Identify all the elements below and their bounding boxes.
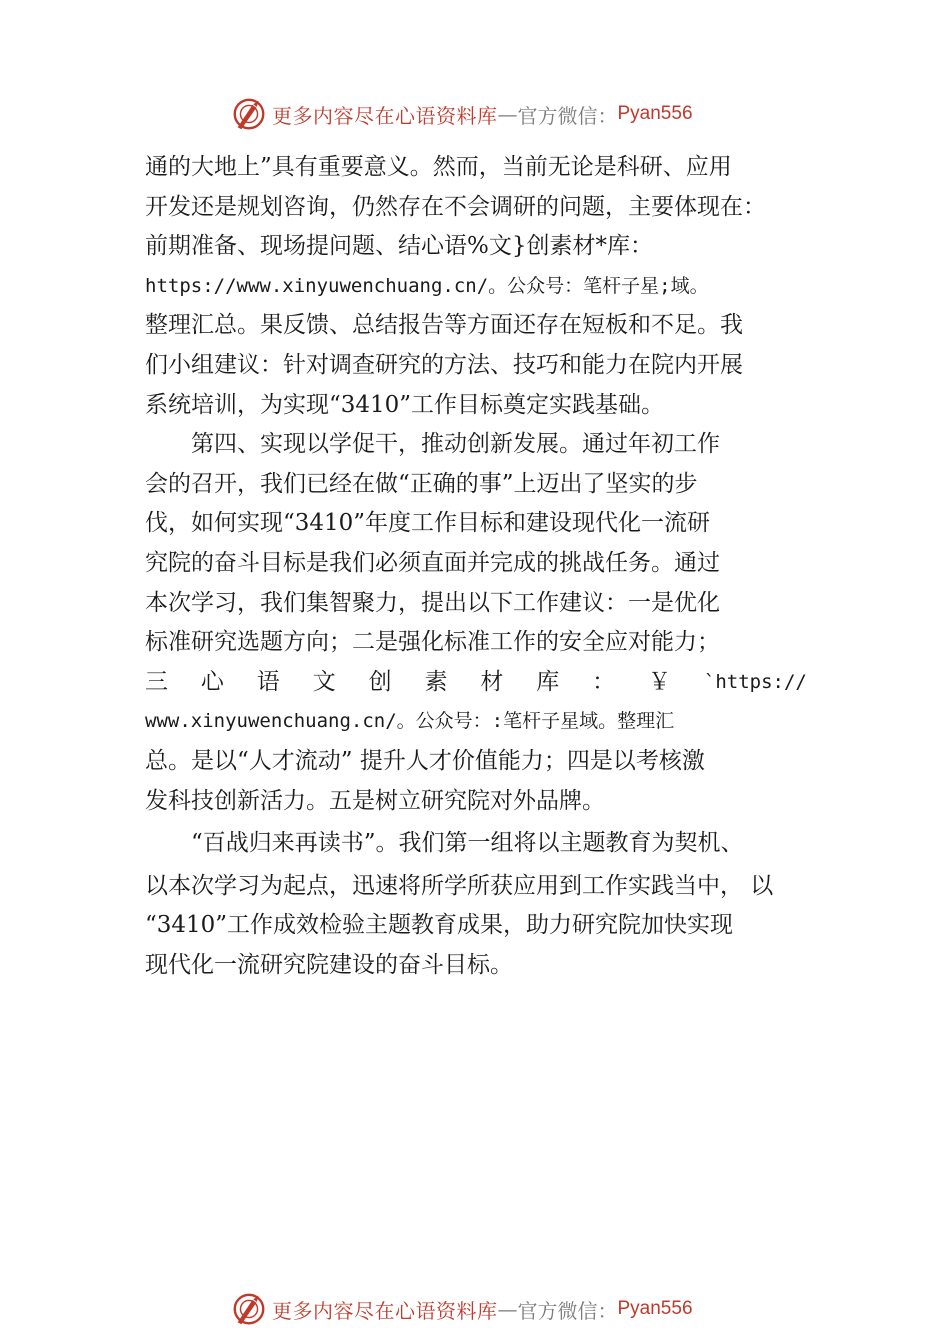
document-body <box>145 148 807 985</box>
text-line: 会的召开，我们已经在做“正确的事”上迈出了坚实的步 <box>145 470 698 497</box>
text-line: 前期准备、现场提问题、结心语%文}创素材*库： <box>145 233 653 260</box>
pen-logo-icon <box>230 1290 268 1328</box>
header-banner <box>230 94 730 134</box>
text-line: “百战归来再读书”。我们第一组将以主题教育为契机、 <box>145 830 744 857</box>
spread-char: 文 <box>312 668 336 695</box>
text-line: 发科技创新活力。五是树立研究院对外品牌。 <box>145 787 605 814</box>
text-line-url: https://www.xinyuwenchuang.cn/。公众号：笔杆子星;域。 <box>145 274 709 297</box>
spread-char: ： <box>592 668 616 695</box>
banner-text-red: 更多内容尽在心语资料库 <box>272 103 498 128</box>
banner-wechat-handle: Pyan556 <box>617 1298 693 1319</box>
spread-char: 三 <box>145 668 168 695</box>
text-line: 究院的奋斗目标是我们必须直面并完成的挑战任务。通过 <box>145 549 720 576</box>
banner-text-gray: 官方微信： <box>517 1298 618 1323</box>
text-line: 标准研究选题方向；二是强化标准工作的安全应对能力； <box>145 629 720 656</box>
footer-banner <box>230 1289 730 1329</box>
spread-char: 心 <box>200 668 224 695</box>
text-line: 本次学习，我们集智聚力，提出以下工作建议：一是优化 <box>145 589 720 616</box>
banner-wechat-handle: Pyan556 <box>617 103 693 124</box>
text-line-spread <box>145 663 807 703</box>
spread-char: 素 <box>424 668 448 695</box>
text-line: 系统培训，为实现“3410”工作目标奠定实践基础。 <box>145 391 665 418</box>
text-line: 通的大地上”具有重要意义。然而，当前无论是科研、应用 <box>145 154 732 180</box>
spread-char: 创 <box>368 668 392 695</box>
pen-logo-icon <box>230 95 268 133</box>
spread-char: 库 <box>536 668 560 695</box>
text-line: 整理汇总。果反馈、总结报告等方面还存在短板和不足。我 <box>145 312 743 339</box>
text-line: “3410”工作成效检验主题教育成果，助力研究院加快实现 <box>145 912 734 939</box>
spread-char: 语 <box>256 668 280 695</box>
banner-dash: — <box>497 1297 518 1321</box>
text-line: 开发还是规划咨询，仍然存在不会调研的问题，主要体现在： <box>145 193 766 220</box>
text-line-url: www.xinyuwenchuang.cn/。公众号：:笔杆子星域。整理汇 <box>145 710 675 733</box>
spread-url-start: `https:// <box>703 670 807 693</box>
text-line: 总。是以“人才流动” 提升人才价值能力；四是以考核激 <box>145 747 705 774</box>
spread-char: 材 <box>480 668 504 695</box>
text-line: 第四、实现以学促干，推动创新发展。通过年初工作 <box>145 431 720 458</box>
spread-char: ￥ <box>648 668 672 695</box>
text-line: 伐，如何实现“3410”年度工作目标和建设现代化一流研 <box>145 510 711 537</box>
text-line: 现代化一流研究院建设的奋斗目标。 <box>145 951 513 978</box>
text-line: 们小组建议：针对调查研究的方法、技巧和能力在院内开展 <box>145 351 743 378</box>
text-line: 以本次学习为起点，迅速将所学所获应用到工作实践当中， 以 <box>145 872 774 899</box>
banner-text-red: 更多内容尽在心语资料库 <box>272 1298 498 1323</box>
banner-dash: — <box>497 102 518 126</box>
banner-text-gray: 官方微信： <box>517 103 618 128</box>
